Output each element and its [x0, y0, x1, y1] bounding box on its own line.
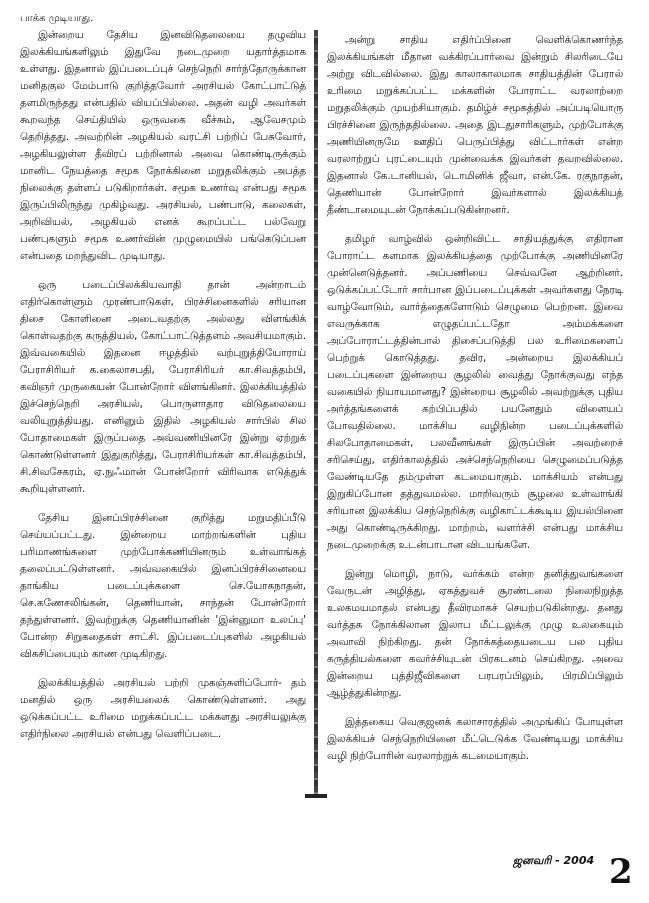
column-divider — [314, 30, 318, 796]
right-column — [327, 0, 623, 777]
issue-date: ஜனவரி - 2004 — [513, 854, 595, 867]
left-column — [20, 0, 306, 755]
paragraph: தேசிய இனப்பிரச்சினை குறித்து மறுமதிப்பீடு செய்யப்பட்டது. இன்றைய மாற்றங்களின் புதிய பரிமாணங்களை முற்போக்கணியினரும் உள்வாங்கத் தலைப்பட்டுள்ளனர். அவ்வகையில் இனப்பிரச்சினையை தாங்கிய படைப்புக்களை செ.யோகநாதன், செ.கணேசலிங்கன், தெணியான், சாந்தன் போன்றோர் தந்துள்ளனர். இவற்றுக்கு தெணியானின் 'இன்னுமா உலப்பு' போன்ற சிறுகதைகள் சாட்சி. இப்படைப்புகளில் அழகியல் விகசிப்பையும் காண முடிகிறது. — [20, 512, 306, 660]
continuation-fragment: பாக்க முடியாது. — [20, 13, 94, 24]
column-divider-foot — [305, 794, 327, 798]
paragraph: அன்று சாதிய எதிர்ப்பினை வெளிக்கொணர்ந்த இலக்கியங்கள் மீதான வக்கிரப்பார்வை இன்றும் சிலரிடையே அற்று விடவில்லை. இது காலாகாலமாக சாதியத்தின் பேரால் உரிமை மறுக்கப்பட்ட மக்களின் போராட்ட வரலாற்றை மறுதலிக்கும் முயற்சியாகும். தமிழ்ச் சமூகத்தில் அப்படியொரு பிரச்சினை இருந்ததில்லை. அதை இடதுசாரிகளும், முற்போக்கு அணியினருமே ஊதிப் பெருப்பித்து விட்டார்கள் என்ற வரலாற்றுப் புரட்டையும் முன்வைக்க இவர்கள் தவறவில்லை. இதனால் கே.டானியல், டொமினிக் ஜீவா, என்.கே. ரகுநாதன், தெணியான் போன்றோர் இவர்களால் இலக்கியத் தீண்டாமையுடன் நோக்கப்படுகின்றனர். — [327, 34, 623, 216]
page-number: 2 — [609, 852, 633, 892]
paragraph: இலக்கியத்தில் அரசியல் பற்றி முகஞ்சுளிப்போர்- தம் மனதில் ஒரு அரசியலைக் கொண்டுள்ளனர். அது ஒடுக்கப்பட்ட உரிமை மறுக்கப்பட்ட மக்களது அரசியலுக்கு எதிர்நிலை அரசியல் என்பது வெளிப்படை. — [20, 677, 306, 740]
paragraph: இன்றைய தேசிய இனவிடுதலையை தழுவிய இலக்கியங்களிலும் இதுவே நடைமுறை யதார்த்தமாக உள்ளது. இதனால் இப்படைப்புச் செந்நெறி சார்ந்தோருக்கான மனிதகுல மேம்பாடு குறித்தவோர் அரசியல் கோட்பாட்டுத் தளமிருந்தது என்பதில் வியப்பில்லை. அதன் வழி அவர்கள் கூறவந்த செய்தியில் ஒருவகை வீச்சும், ஆவேசமும் தெறித்தது. அவற்றின் அழகியல் வரட்சி பற்றிப் பேசுவோர், அழகியலுள்ள தீவிரப் பற்றினால் அவை கொண்டிருக்கும் மானிட நேயத்தை சமூக நோக்கினை மறுதலிக்கும் அபத்த நிலைக்கு தள்ளப் படுகிறார்கள். சமூக உணர்வு என்பது சமூக இருப்பிலிருந்து முகிழ்வது. அரசியல், பண்பாடு, கலைகள், அறிவியல், அழகியல் எனக் கூறப்பட்ட பல்வேறு பண்புகளும் சமூக உணர்வின் முழுமையில் பங்கெடுப்பன என்பதை மறந்துவிட முடியாது. — [20, 29, 306, 262]
paragraph: தமிழர் வாழ்வில் ஒன்றிவிட்ட சாதியத்துக்கு எதிரான போராட்ட களமாக இலக்கியத்தை முற்போக்கு அணியினரே முன்னெடுத்தனர். அப்பணியை செவ்வனே ஆற்றினர். ஒடுக்கப்பட்டோர் சார்பான இப்படைப்புக்கள் அவர்களது நேரடி வாழ்வோடும், வார்த்தைகளோடும் செழுமை பெற்றன. இவை எவருக்காக எழுதப்பட்டதோ அம்மக்களை அப்போராட்டத்தின்பால் திசைப்படுத்தி பல உரிமைகளைப் பெற்றுக் கொடுத்தது. தவிர, அன்றைய இலக்கியப் படைப்புகளை இன்றைய சூழலில் வைத்து நோக்குவது எந்த வகையில் நியாயமானது? இன்றைய சூழலில் அவற்றுக்கு புதிய அர்த்தங்களைக் கற்பிப்பதில் பயனேதும் விளையப் போவதில்லை. மாக்சிய வழிநின்ற படைப்புக்களில் சிலபோதாமைகள், பலவீனங்கள் இருப்பின் அவற்றைச் சரிசெய்து, எதிர்காலத்தில் அச்செந்நெறியை செழுமைப்படுத்த வேண்டியதே தம்முள்ள கடமையாகும். மாக்சியம் என்பது இறுகிப்போன தத்துவமல்ல. மாறிவரும் சூழலை உள்வாங்கி சரியான இலக்கிய செந்நெறிக்கு வழிகாட்டக்கூடிய இயல்பினை அது கொண்டிருக்கிறது. மாற்றம், வளர்ச்சி என்பது மாக்சிய நடைமுறைக்கு உடன்பாடான விடயங்களே. — [327, 233, 623, 551]
paragraph: இன்று மொழி, நாடு, வர்க்கம் என்ற தனித்துவங்களை வேருடன் அழித்து, ஏகத்துவச் சூரண்டலை நிலைநிறுத்த உலகமயமாதல் என்பது தீவிரமாகச் செயற்படுகின்றது. தனது வர்த்தக நோக்கிலான இலாப மீட்டலுக்கு முழு உலகையும் அவாவி நிற்கிறது. தன் நோக்கத்தையடைய பல புதிய கருத்தியல்களை கவர்ச்சியுடன் பிரகடனம் செய்கிறது. அவை இன்றைய புத்திஜீவிகளை பரபரப்பிலும், பிரமிப்பிலும் ஆழ்த்துகின்றது. — [327, 568, 623, 699]
paragraph: ஒரு படைப்பிலக்கியவாதி தான் அன்றாடம் எதிர்கொள்ளும் முரண்பாடுகள், பிரச்சினைகளில் சரியான திசை கோளினை அடைவதற்கு அல்லது விளங்கிக் கொள்வதற்கு கருத்தியல், கோட்பாட்டுத்தளம் அவசியமாகும். இவ்வகையில் இதனை ஈழத்தில் வற்புறுத்தியோராய் பேராசிரியர் க.கைலாசபதி, பேராசிரியர் கா.சிவத்தம்பி, கவிஞர் முருகையன் போன்றோர் விளங்கினர். இலக்கியத்தில் இச்செந்நெறி அரசியல், பொருளாதார விடுதலையை வலியுறுத்தியது. எனினும் இதில் அழகியல் சார்பில் சில போதாமைகள் இருப்பதை அவ்வணியினரே இன்று ஏற்றுக் கொண்டுள்ளனர் இதுகுறித்து, பேராசிரியர்கள் கா.சிவத்தம்பி, சி.சிவசேகரம், ஏ.நுஃமான் போன்றோர் விரிவாக எடுத்துக் கூறியுள்ளனர். — [20, 279, 306, 495]
paragraph: இத்தகைய வெகுஜனக் கலாசாரத்தில் அமுங்கிப் போயுள்ள இலக்கியச் செந்நெறியினை மீட்டெடுக்க வேண்டியது மாக்சிய வழி நிற்போரின் வரலாற்றுக் கடமையாகும். — [327, 716, 623, 762]
